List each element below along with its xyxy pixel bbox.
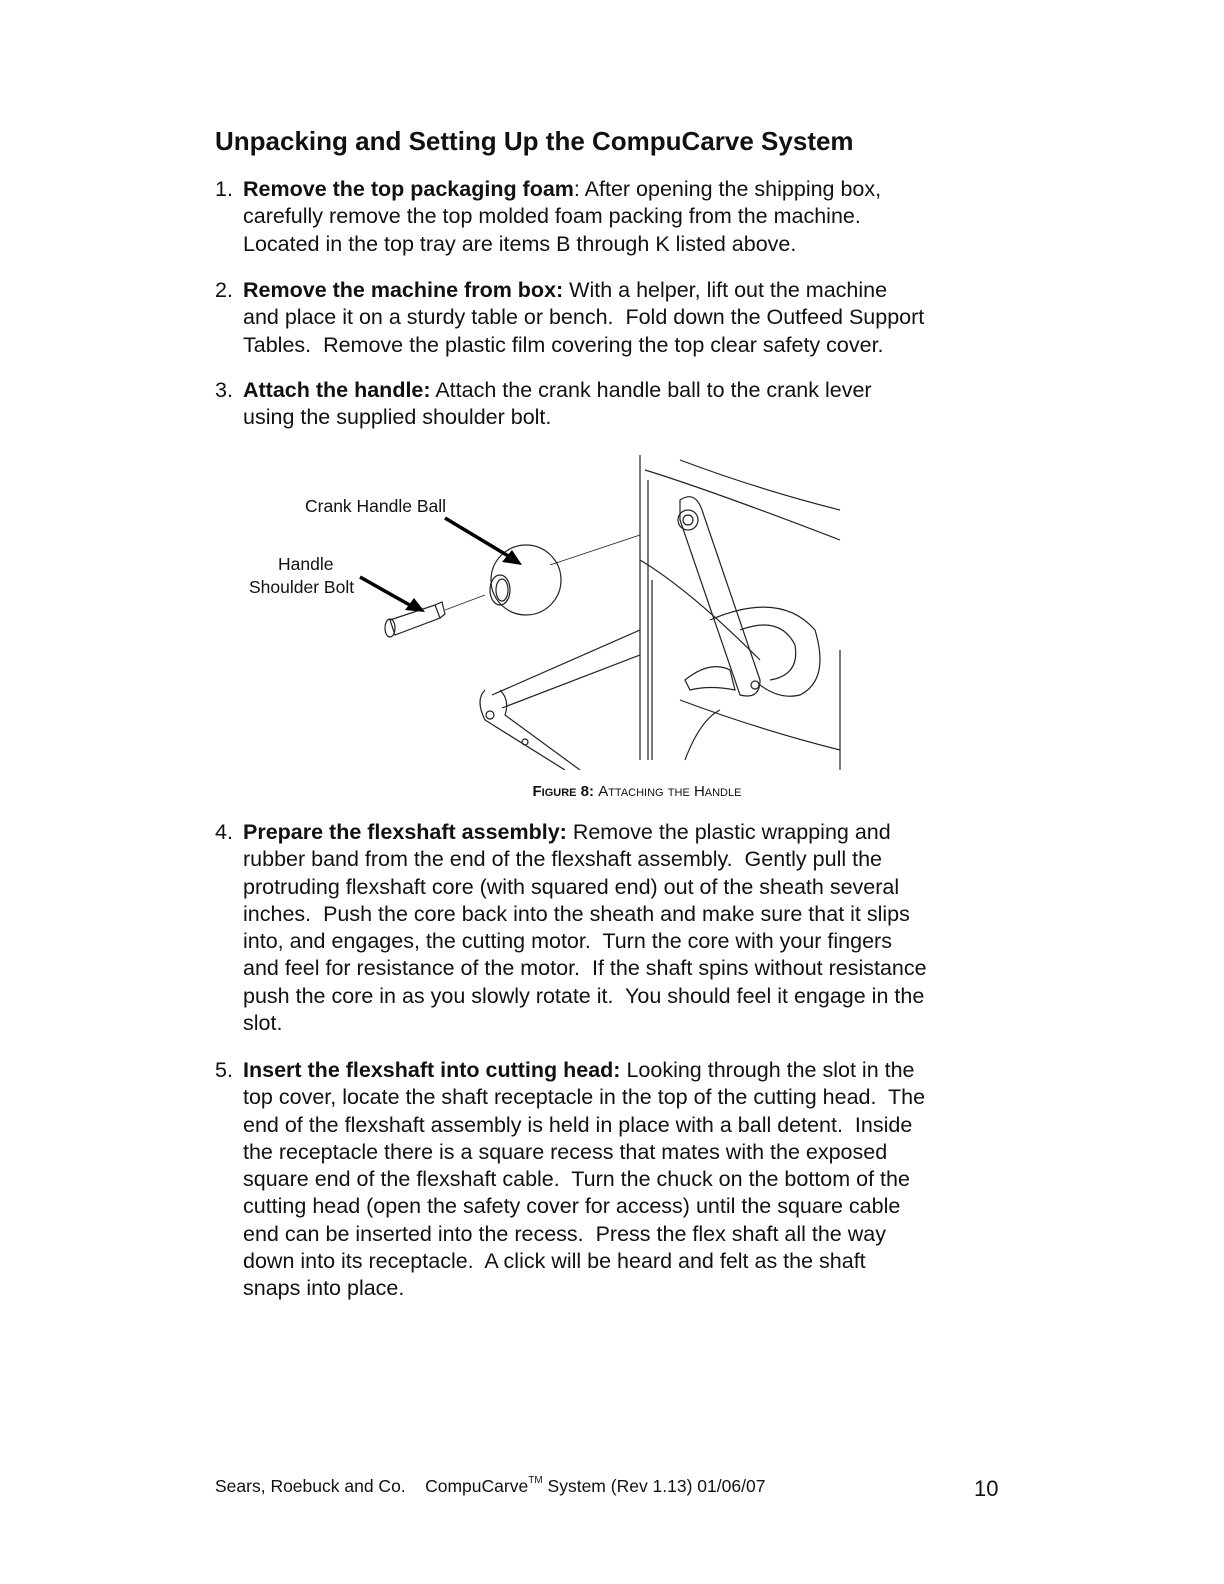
- caption-text: Attaching the Handle: [598, 783, 742, 800]
- step-line: push the core in as you slowly rotate it. You should feel it engage in the: [243, 983, 925, 1008]
- label-crank-handle-ball: Crank Handle Ball: [305, 496, 447, 516]
- figure-attaching-handle: [240, 450, 860, 770]
- step-line: end of the flexshaft assembly is held in place with a ball detent. Inside: [243, 1112, 913, 1137]
- step-lead: Remove the top packaging foam: [243, 177, 574, 201]
- step-line: rubber band from the end of the flexshaft assembly. Gently pull the: [243, 847, 882, 872]
- step-line: slot.: [243, 1011, 283, 1036]
- step-line: cutting head (open the safety cover for access) until the square cable: [243, 1194, 901, 1219]
- step-line: carefully remove the top molded foam packing from the machine.: [243, 204, 861, 229]
- step-line: using the supplied shoulder bolt.: [243, 405, 552, 430]
- step-text: : After opening the shipping box,: [573, 177, 882, 201]
- step-text: With a helper, lift out the machine: [563, 278, 888, 302]
- step-lead: Prepare the flexshaft assembly:: [243, 820, 567, 844]
- footer: [215, 1476, 765, 1497]
- trademark: TM: [528, 1475, 543, 1486]
- step-number: 2.: [215, 278, 233, 302]
- step-line: [243, 176, 881, 203]
- step-number: 4.: [215, 820, 233, 844]
- step-2: [215, 277, 924, 359]
- caption-prefix: Figure 8:: [532, 783, 595, 800]
- step-lead: Insert the flexshaft into cutting head:: [243, 1058, 621, 1082]
- footer-text-2: System (Rev 1.13) 01/06/07: [542, 1476, 766, 1496]
- step-line: Tables. Remove the plastic film covering the top clear safety cover.: [243, 332, 884, 357]
- step-line: [243, 277, 924, 304]
- step-lead: Remove the machine from box:: [243, 278, 564, 302]
- label-handle: Handle: [278, 554, 334, 574]
- step-5: [215, 1057, 925, 1303]
- label-shoulder-bolt: Shoulder Bolt: [249, 577, 355, 597]
- step-1: [215, 176, 881, 258]
- page-title: Unpacking and Setting Up the CompuCarve System: [215, 126, 854, 156]
- step-line: inches. Push the core back into the sheath and make sure that it slips: [243, 901, 910, 926]
- step-line: square end of the flexshaft cable. Turn the chuck on the bottom of the: [243, 1167, 910, 1192]
- step-text: Attach the crank handle ball to the crank lever: [430, 378, 872, 402]
- step-number: 5.: [215, 1058, 233, 1082]
- page-number: 10: [974, 1476, 999, 1501]
- step-line: top cover, locate the shaft receptacle in the top of the cutting head. The: [243, 1085, 926, 1110]
- step-text: Remove the plastic wrapping and: [566, 820, 891, 844]
- step-line: Located in the top tray are items B through K listed above.: [243, 231, 797, 256]
- step-line: into, and engages, the cutting motor. Turn the core with your fingers: [243, 929, 892, 954]
- step-line: [243, 1057, 925, 1084]
- step-line: down into its receptacle. A click will be heard and felt as the shaft: [243, 1249, 866, 1274]
- step-line: snaps into place.: [243, 1276, 405, 1301]
- step-line: end can be inserted into the recess. Press the flex shaft all the way: [243, 1221, 886, 1246]
- footer-text: Sears, Roebuck and Co. CompuCarve: [215, 1476, 529, 1496]
- step-line: [243, 377, 872, 404]
- step-line: [243, 819, 927, 846]
- step-line: and feel for resistance of the motor. If the shaft spins without resistance: [243, 956, 927, 981]
- step-3: [215, 377, 872, 432]
- step-line: and place it on a sturdy table or bench. Fold down the Outfeed Support: [243, 305, 925, 330]
- step-line: the receptacle there is a square recess that mates with the exposed: [243, 1139, 888, 1164]
- arrow-icon: [360, 518, 515, 608]
- step-text: Looking through the slot in the: [620, 1058, 915, 1082]
- figure-caption: [0, 783, 1224, 800]
- step-4: [215, 819, 927, 1037]
- step-lead: Attach the handle:: [243, 378, 431, 402]
- step-number: 1.: [215, 177, 233, 201]
- step-line: protruding flexshaft core (with squared end) out of the sheath several: [243, 874, 900, 899]
- step-number: 3.: [215, 378, 233, 402]
